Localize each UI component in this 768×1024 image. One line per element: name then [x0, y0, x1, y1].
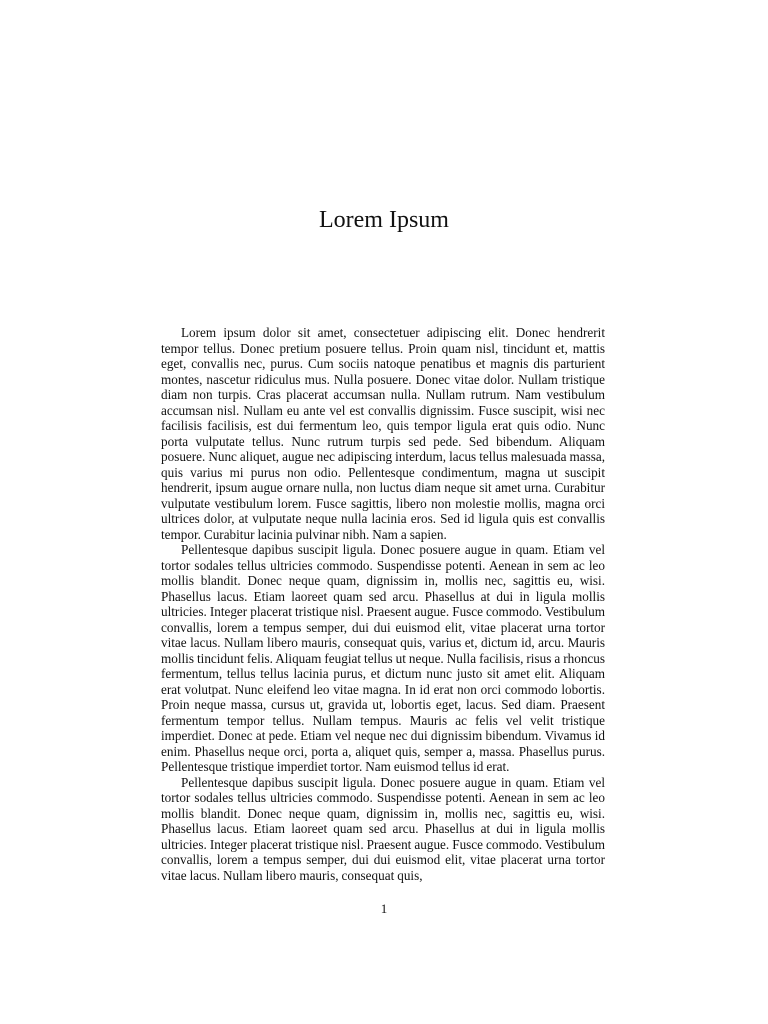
paragraph: Pellentesque dapibus suscipit ligula. Donec posuere augue in quam. Etiam vel tortor sodales tellus ultricies commodo. Suspendisse potenti. Aenean in sem ac leo mollis blandit. Donec neque quam, dignissim in, mollis nec, sagittis eu, wisi. Phasellus lacus. Etiam laoreet quam sed arcu. Phasellus at dui in ligula mollis ultricies. Integer placerat tristique nisl. Praesent augue. Fusce commodo. Vestibulum convallis, lorem a tempus semper, dui dui euismod elit, vitae placerat urna tortor vitae lacus. Nullam libero mauris, consequat quis, varius et, dictum id, arcu. Mauris mollis tincidunt felis. Aliquam feugiat tellus ut neque. Nulla facilisis, risus a rhoncus fermentum, tellus tellus lacinia purus, et dictum nunc justo sit amet elit. Aliquam erat volutpat. Nunc eleifend leo vitae magna. In id erat non orci commodo lobortis. Proin neque massa, cursus ut, gravida ut, lobortis eget, lacus. Sed diam. Praesent fermentum tempor tellus. Nullam tempus. Mauris ac felis vel velit tristique imperdiet. Donec at pede. Etiam vel neque nec dui dignissim bibendum. Vivamus id enim. Phasellus neque orci, porta a, aliquet quis, semper a, massa. Phasellus purus. Pellentesque tristique imperdiet tortor. Nam euismod tellus id erat.	[161, 542, 605, 774]
page-number: 1	[380, 901, 388, 916]
body-text	[161, 325, 605, 883]
document-title: Lorem Ipsum	[319, 207, 449, 233]
paragraph: Lorem ipsum dolor sit amet, consectetuer adipiscing elit. Donec hendrerit tempor tellus. Donec pretium posuere tellus. Proin quam nisl, tincidunt et, mattis eget, convallis nec, purus. Cum sociis natoque penatibus et magnis dis parturient montes, nascetur ridiculus mus. Nulla posuere. Donec vitae dolor. Nullam tristique diam non turpis. Cras placerat accumsan nulla. Nullam rutrum. Nam vestibulum accumsan nisl. Nullam eu ante vel est convallis dignissim. Fusce suscipit, wisi nec facilisis facilisis, est dui fermentum leo, quis tempor ligula erat quis odio. Nunc porta vulputate tellus. Nunc rutrum turpis sed pede. Sed bibendum. Aliquam posuere. Nunc aliquet, augue nec adipiscing interdum, lacus tellus malesuada massa, quis varius mi purus non odio. Pellentesque condimentum, magna ut suscipit hendrerit, ipsum augue ornare nulla, non luctus diam neque sit amet urna. Curabitur vulputate vestibulum lorem. Fusce sagittis, libero non molestie mollis, magna orci ultrices dolor, at vulputate neque nulla lacinia eros. Sed id ligula quis est convallis tempor. Curabitur lacinia pulvinar nibh. Nam a sapien.	[161, 325, 605, 542]
paragraph: Pellentesque dapibus suscipit ligula. Donec posuere augue in quam. Etiam vel tortor sodales tellus ultricies commodo. Suspendisse potenti. Aenean in sem ac leo mollis blandit. Donec neque quam, dignissim in, mollis nec, sagittis eu, wisi. Phasellus lacus. Etiam laoreet quam sed arcu. Phasellus at dui in ligula mollis ultricies. Integer placerat tristique nisl. Praesent augue. Fusce commodo. Vestibulum convallis, lorem a tempus semper, dui dui euismod elit, vitae placerat urna tortor vitae lacus. Nullam libero mauris, consequat quis,	[161, 774, 605, 883]
